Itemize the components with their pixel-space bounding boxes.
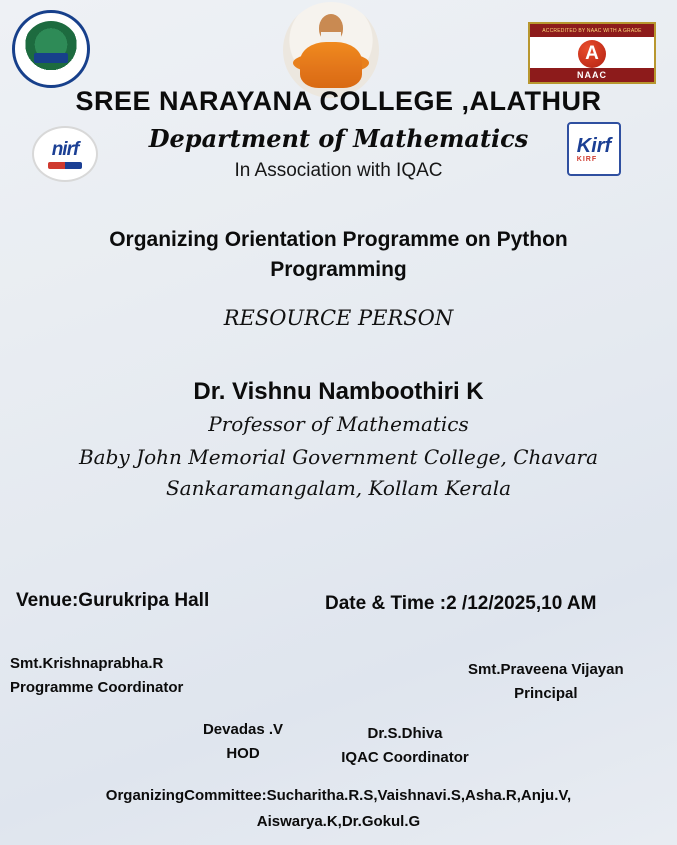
speaker-name: Dr. Vishnu Namboothiri K bbox=[193, 378, 484, 405]
programme-coordinator-name: Smt.Krishnaprabha.R bbox=[10, 655, 164, 672]
department-heading: Department of Mathematics bbox=[148, 124, 529, 153]
speaker-institution-line1: Baby John Memorial Government College, Chavara bbox=[78, 445, 599, 469]
naac-label: NAAC bbox=[530, 68, 654, 82]
hod-block bbox=[188, 718, 298, 766]
college-name-heading: SREE NARAYANA COLLEGE ,ALATHUR bbox=[75, 86, 602, 116]
hod-name: Devadas .V bbox=[202, 721, 284, 738]
date-time-text: Date & Time :2 /12/2025,10 AM bbox=[325, 593, 597, 614]
naac-top-text: ACCREDITED BY NAAC WITH A GRADE bbox=[530, 24, 654, 37]
principal-role: Principal bbox=[514, 685, 578, 702]
naac-accreditation-badge-icon bbox=[528, 22, 656, 84]
programme-title: Organizing Orientation Programme on Python Programming bbox=[109, 228, 568, 282]
speaker-institution-line2: Sankaramangalam, Kollam Kerala bbox=[165, 476, 512, 500]
organizing-committee-line2: Aiswarya.K,Dr.Gokul.G bbox=[256, 812, 421, 830]
iqac-coordinator-role: IQAC Coordinator bbox=[341, 749, 469, 766]
hod-role: HOD bbox=[226, 745, 260, 762]
association-line: In Association with IQAC bbox=[234, 160, 443, 181]
organizing-committee bbox=[0, 783, 677, 834]
kirf-subtext: KIRF bbox=[576, 155, 598, 163]
sree-narayana-guru-portrait-icon bbox=[283, 2, 379, 98]
kirf-text: Kirf bbox=[576, 134, 612, 157]
iqac-coordinator-block bbox=[325, 722, 485, 770]
principal-block bbox=[468, 658, 624, 706]
venue-text: Venue:Gurukripa Hall bbox=[16, 590, 210, 611]
programme-coordinator-block bbox=[10, 652, 183, 700]
organizing-committee-line1: OrganizingCommittee:Sucharitha.R.S,Vaishnavi.S,Asha.R,Anju.V, bbox=[105, 787, 572, 804]
naac-grade-letter: A bbox=[578, 40, 606, 68]
speaker-institution bbox=[0, 442, 677, 504]
resource-person-label: RESOURCE PERSON bbox=[223, 306, 454, 330]
principal-name: Smt.Praveena Vijayan bbox=[468, 661, 624, 678]
speaker-designation: Professor of Mathematics bbox=[208, 412, 469, 436]
programme-coordinator-role: Programme Coordinator bbox=[10, 679, 184, 696]
nirf-text: nirf bbox=[51, 138, 79, 160]
iqac-coordinator-name: Dr.S.Dhiva bbox=[367, 725, 443, 742]
college-emblem-logo-icon bbox=[12, 10, 90, 88]
